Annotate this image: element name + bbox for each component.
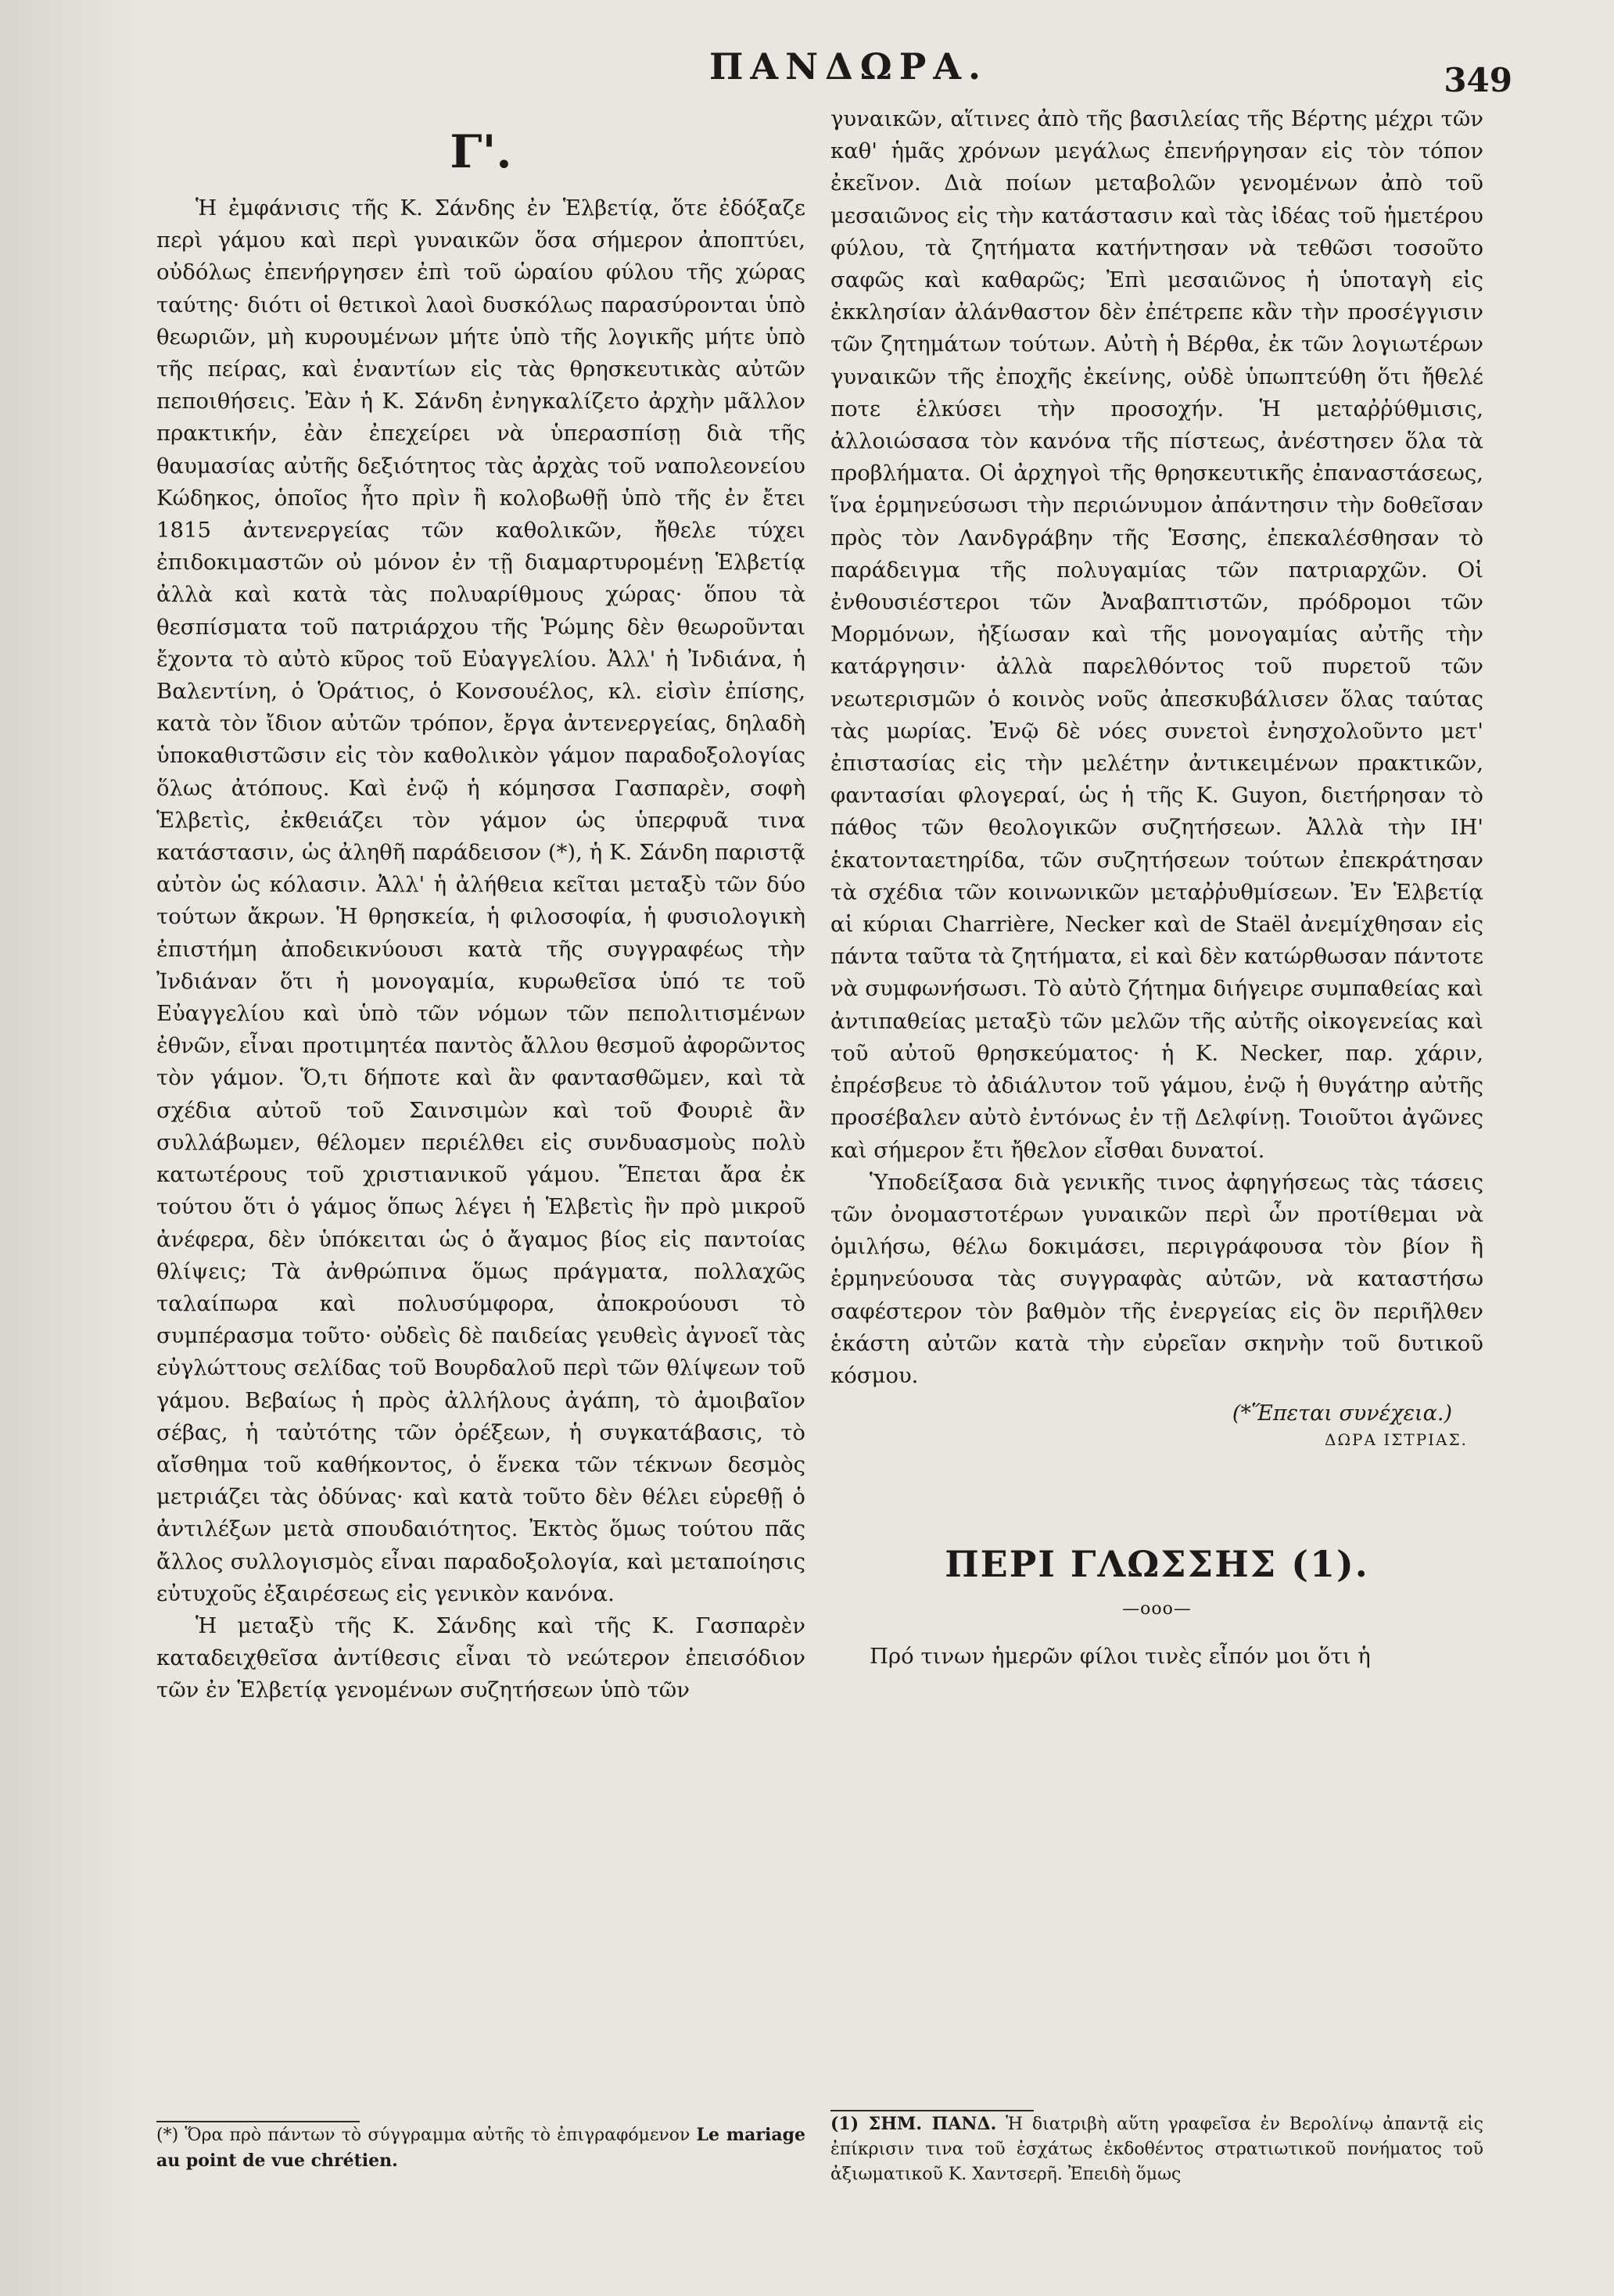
footnote-body: (*) Ὅρα πρὸ πάντων τὸ σύγγραμμα αὐτῆς τὸ ἐπιγραφόμενον [156, 2126, 690, 2145]
body-paragraph: Ἡ ἐμφάνισις τῆς Κ. Σάνδης ἐν Ἑλβετίᾳ, ὅτε ἐδόξαζε περὶ γάμου καὶ περὶ γυναικῶν ὅσα σήμερον ἀποπτύει, οὐδόλως ἐπενήργησεν ἐπὶ τοῦ ὡραίου φύλου τῆς χώρας ταύτης· διότι οἱ θετικοὶ λαοὶ δυσκόλως παρασύρονται ὑπὸ θεωριῶν, μὴ κυρουμένων μήτε ὑπὸ τῆς λογικῆς μήτε ὑπὸ τῆς πείρας, καὶ ἐναντίων εἰς τὰς θρησκευτικὰς αὐτῶν πεποιθήσεις. Ἐὰν ἡ Κ. Σάνδη ἐνηγκαλίζετο ἀρχὴν μᾶλλον πρακτικήν, ἐὰν ἐπεχείρει νὰ ὑπερασπίσῃ διὰ τῆς θαυμασίας αὐτῆς δεξιότητος τὰς ἀρχὰς τοῦ ναπολεονείου Κώδηκος, ὁποῖος ἦτο πρὶν ἢ κολοβωθῇ ὑπὸ τῆς ἐν ἔτει 1815 ἀντενεργείας τῶν καθολικῶν, ἤθελε τύχει ἐπιδοκιμαστῶν οὐ μόνον ἐν τῇ διαμαρτυρομένῃ Ἑλβετίᾳ ἀλλὰ καὶ κατὰ τὰς πολυαρίθμους χώρας· ὅπου τὰ θεσπίσματα τοῦ πατριάρχου τῆς Ῥώμης δὲν θεωροῦνται ἔχοντα τὸ αὐτὸ κῦρος τοῦ Εὐαγγελίου. Ἀλλ' ἡ Ἰνδιάνα, ἡ Βαλεντίνη, ὁ Ὁράτιος, ὁ Κονσουέλος, κλ. εἰσὶν ἐπίσης, κατὰ τὸν ἴδιον αὐτῶν τρόπον, ἔργα ἀντενεργείας, δηλαδὴ ὑποκαθιστῶσιν εἰς τὸν καθολικὸν γάμον παραδοξολογίας ὅλως ἀτόπους. Καὶ ἐνῷ ἡ κόμησσα Γασπαρὲν, σοφὴ Ἑλβετὶς, ἐκθειάζει τὸν γάμον ὡς ὑπερφυᾶ τινα κατάστασιν, ὡς ἀληθῆ παράδεισον (*), ἡ Κ. Σάνδη παριστᾷ αὐτὸν ὡς κόλασιν. Ἀλλ' ἡ ἀλήθεια κεῖται μεταξὺ τῶν δύο τούτων ἄκρων. Ἡ θρησκεία, ἡ φιλοσοφία, ἡ φυσιολογικὴ ἐπιστήμη ἀποδεικνύουσι κατὰ τῆς συγγραφέως τὴν Ἰνδιάναν ὅτι ἡ μονογαμία, κυρωθεῖσα ὑπό τε τοῦ Εὐαγγελίου καὶ ὑπὸ τῶν νόμων τῶν πεπολιτισμένων ἐθνῶν, εἶναι προτιμητέα παντὸς ἄλλου θεσμοῦ ἀφορῶντος τὸν γάμον. Ὅ,τι δήποτε καὶ ἂν φαντασθῶμεν, καὶ τὰ σχέδια αὐτοῦ τοῦ Σαινσιμὼν καὶ τοῦ Φουριὲ ἂν συλλάβωμεν, θέλομεν περιέλθει εἰς συνδυασμοὺς πολὺ κατωτέρους τοῦ χριστιανικοῦ γάμου. Ἕπεται ἄρα ἐκ τούτου ὅτι ὁ γάμος ὅπως λέγει ἡ Ἑλβετὶς ἣν πρὸ μικροῦ ἀνέφερα, δὲν ὑπόκειται ὡς ὁ ἄγαμος βίος εἰς παντοίας θλίψεις; Τὰ ἀνθρώπινα ὅμως πράγματα, πολλαχῶς ταλαίπωρα καὶ πολυσύμφορα, ἀποκρούουσι τὸ συμπέρασμα τοῦτο· οὐδεὶς δὲ παιδείας γευθεὶς ἀγνοεῖ τὰς εὐγλώττους σελίδας τοῦ Βουρδαλοῦ περὶ τῶν θλίψεων τοῦ γάμου. Βεβαίως ἡ πρὸς ἀλλήλους ἀγάπη, τὸ ἀμοιβαῖον σέβας, ἡ ταὐτότης τῶν ὀρέξεων, ἡ συγκατάβασις, τὸ αἴσθημα τοῦ καθήκοντος, ὁ ἕνεκα τῶν τέκνων δεσμὸς μετριάζει τὰς ὀδύνας· καὶ κατὰ τοῦτο δὲν θέλει εὑρεθῇ ὁ ἀντιλέξων μετὰ σπουδαιότητος. Ἐκτὸς ὅμως τούτου πᾶς ἄλλος συλλογισμὸς εἶναι παραδοξολογία, καὶ μεταποίησις εὐτυχοῦς ἐξαιρέσεως εἰς γενικὸν κανόνα. [156, 196, 805, 1606]
article-title: ΠΕΡΙ ΓΛΩΣΣΗΣ (1). [945, 1543, 1369, 1586]
left-column [156, 103, 805, 1707]
author-signature: ΔΩΡΑ ΙΣΤΡΙΑΣ. [1325, 1430, 1468, 1450]
page-number: 349 [1444, 61, 1512, 99]
body-paragraph: γυναικῶν, αἵτινες ἀπὸ τῆς βασιλείας τῆς Βέρτης μέχρι τῶν καθ' ἡμᾶς χρόνων μεγάλως ἐπενήργησαν εἰς τὸν τόπον ἐκεῖνον. Διὰ ποίων μεταβολῶν γενομένων ἀπὸ τοῦ μεσαιῶνος εἰς τὴν κατάστασιν καὶ τὰς ἰδέας τοῦ ἡμετέρου φύλου, τὰ ζητήματα κατήντησαν νὰ τεθῶσι τοσοῦτο σαφῶς καὶ καθαρῶς; Ἐπὶ μεσαιῶνος ἡ ὑποταγὴ εἰς ἐκκλησίαν ἀλάνθαστον δὲν ἐπέτρεπε κἂν τὴν προσέγγισιν τῶν ζητημάτων τούτων. Αὐτὴ ἡ Βέρθα, ἐκ τῶν λογιωτέρων γυναικῶν τῆς ἐποχῆς ἐκείνης, οὐδὲ ὑπωπτεύθη ὅτι ἤθελέ ποτε ἑλκύσει τὴν προσοχήν. Ἡ μεταῤῥύθμισις, ἀλλοιώσασα τὸν κανόνα τῆς πίστεως, ἀνέστησεν ὅλα τὰ προβλήματα. Οἱ ἀρχηγοὶ τῆς θρησκευτικῆς ἐπαναστάσεως, ἵνα ἑρμηνεύσωσι τὴν περιώνυμον ἀπάντησιν τὴν δοθεῖσαν πρὸς τὸν Λανδγράβην τῆς Ἑσσης, ἐπεκαλέσθησαν τὸ παράδειγμα τῆς πολυγαμίας τῶν πατριαρχῶν. Οἱ ἐνθουσιέστεροι τῶν Ἀναβαπτιστῶν, πρόδρομοι τῶν Μορμόνων, ἠξίωσαν καὶ τῆς μονογαμίας αὐτῆς τὴν κατάργησιν· ἀλλὰ παρελθόντος τοῦ πυρετοῦ τῶν νεωτερισμῶν ὁ κοινὸς νοῦς ἀπεσκυβάλισεν ὅλας ταύτας τὰς μωρίας. Ἐνῷ δὲ νόες συνετοὶ ἐνησχολοῦντο μετ' ἐπιστασίας εἰς τὴν μελέτην ἀντικειμένων πρακτικῶν, φαντασίαι φλογεραί, ὡς ἡ τῆς Κ. Guyon, διετήρησαν τὸ πάθος τῶν θεολογικῶν συζητήσεων. Ἀλλὰ τὴν ΙΗ' ἑκατονταετηρίδα, τῶν συζητήσεων τούτων ἐπεκράτησαν τὰ σχέδια τῶν κοινωνικῶν μεταῤῥυθμίσεων. Ἐν Ἑλβετίᾳ αἱ κύριαι Charrière, Necker καὶ de Staël ἀνεμίχθησαν εἰς πάντα ταῦτα τὰ ζητήματα, εἰ καὶ δὲν κατώρθωσαν πάντοτε νὰ συμφωνήσωσι. Τὸ αὐτὸ ζήτημα διήγειρε συμπαθείας καὶ ἀντιπαθείας μεταξὺ τῶν μελῶν τῆς αὐτῆς οἰκογενείας καὶ τοῦ αὐτοῦ θρησκεύματος· ἡ Κ. Necker, παρ. χάριν, ἐπρέσβευε τὸ ἀδιάλυτον τοῦ γάμου, ἐνῷ ἡ θυγάτηρ αὐτῆς προσέβαλεν αὐτὸ ἐντόνως ἐν τῇ Δελφίνῃ. Τοιοῦτοι ἀγῶνες καὶ σήμερον ἔτι ἤθελον εἶσθαι δυνατοί. [830, 106, 1483, 1163]
body-paragraph: Ἡ μεταξὺ τῆς Κ. Σάνδης καὶ τῆς Κ. Γασπαρὲν καταδειχθεῖσα ἀντίθεσις εἶναι τὸ νεώτερον ἐπεισόδιον τῶν ἐν Ἑλβετίᾳ γενομένων συζητήσεων ὑπὸ τῶν [156, 1613, 805, 1703]
footnote-text [156, 2122, 805, 2174]
ornamental-rule: —ooo— [1122, 1599, 1192, 1620]
right-column [830, 103, 1483, 1673]
footnote-latin-title: Le mariage au point de vue chrétien. [156, 2125, 805, 2171]
running-title: ΠΑΝΔΩΡΑ. [708, 45, 988, 88]
section-mark: Γ'. [450, 125, 512, 178]
footnote-text [830, 2111, 1483, 2187]
body-paragraph: Ὑποδείξασα διὰ γενικῆς τινος ἀφηγήσεως τὰς τάσεις τῶν ὀνομαστοτέρων γυναικῶν περὶ ὧν προτίθεμαι νὰ ὁμιλήσω, θέλω δοκιμάσει, περιγράφουσα τὸν βίον ἢ ἑρμηνεύουσα τὰς συγγραφὰς αὐτῶν, νὰ καταστήσω σαφέστερον τὸν βαθμὸν τῆς ἐνεργείας εἰς ὃν περιῆλθεν ἑκάστη αὐτῶν κατὰ τὴν εὐρεῖαν σκηνὴν τοῦ δυτικοῦ κόσμου. [830, 1169, 1483, 1388]
footnote-left [156, 2121, 805, 2174]
article-opening: Πρό τινων ἡμερῶν φίλοι τινὲς εἶπόν μοι ὅτι ἡ [870, 1644, 1371, 1670]
binding-shadow [0, 0, 141, 2296]
continuation-note: (*Ἕπεται συνέχεια.) [1232, 1401, 1452, 1426]
footnote-right [830, 2110, 1483, 2187]
footnote-label: (1) ΣΗΜ. ΠΑΝΔ. [830, 2114, 997, 2134]
footnote-body: Ἡ διατριβὴ αὕτη γραφεῖσα ἐν Βερολίνῳ ἀπαντᾷ εἰς ἐπίκρισιν τινα τοῦ ἐσχάτως ἐκδοθέντος στρατιωτικοῦ πονήματος τοῦ ἀξιωματικοῦ Κ. Χαντσερῆ. Ἐπειδὴ ὅμως [830, 2115, 1484, 2184]
